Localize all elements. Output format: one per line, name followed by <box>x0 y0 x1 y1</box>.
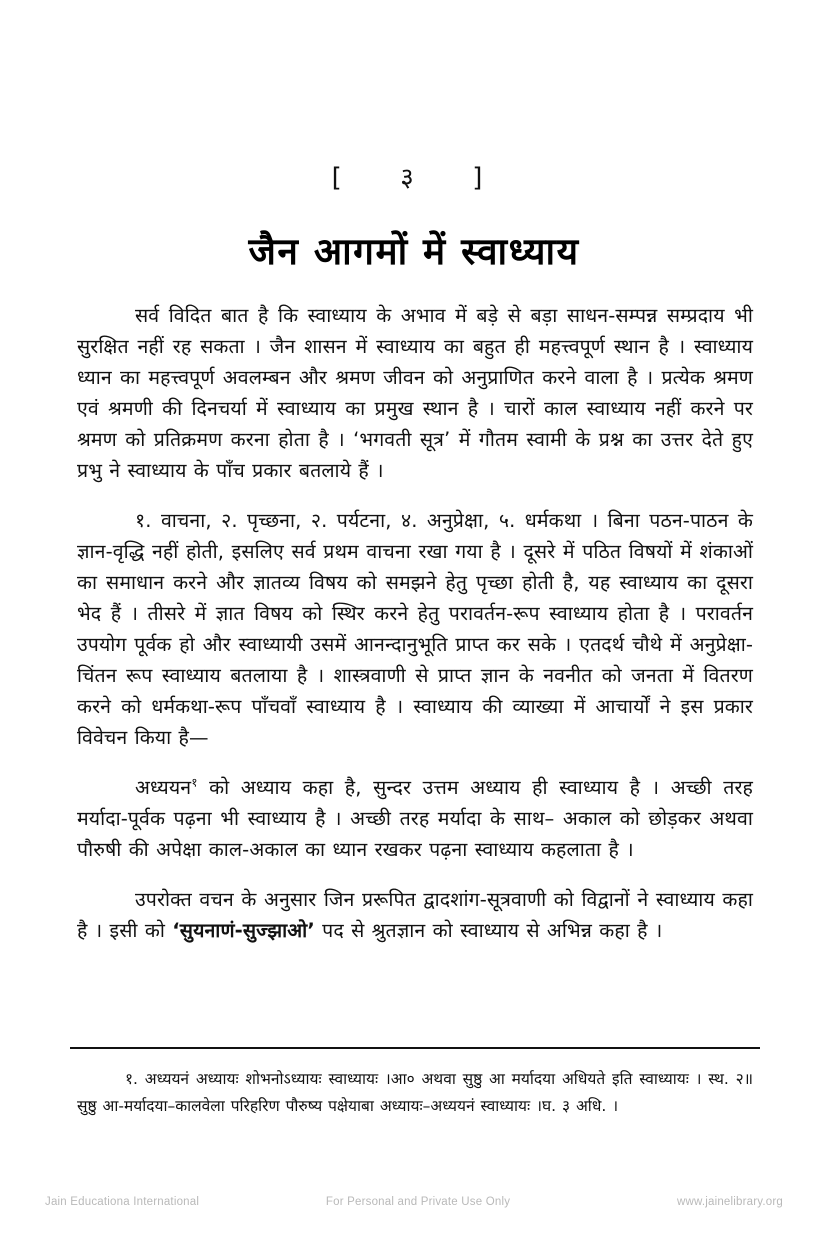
paragraph-3-lead-word: अध्ययन <box>135 776 192 799</box>
footer-usage-notice: For Personal and Private Use Only <box>325 1196 511 1208</box>
page-footer <box>0 1190 828 1214</box>
footer-organization: Jain Educationa International <box>45 1196 200 1208</box>
paragraph-2: १. वाचना, २. पृच्छना, २. पर्यटना, ४. अनुप्रेक्षा, ५. धर्मकथा । बिना पठन-पाठन के ज्ञान-वृद्धि नहीं होती, इसलिए सर्व प्रथम वाचना रखा गया है । दूसरे में पठित विषयों में शंकाओं का समाधान करने और ज्ञातव्य विषय को समझने हेतु पृच्छा होती है, यह स्वाध्याय का दूसरा भेद हैं । तीसरे में ज्ञात विषय को स्थिर करने हेतु परावर्तन-रूप स्वाध्याय होता है । परावर्तन उपयोग पूर्वक हो और स्वाध्यायी उसमें आनन्दानुभूति प्राप्त कर सके । एतदर्थ चौथे में अनुप्रेक्षा-चिंतन रूप स्वाध्याय बतलाया है । शास्त्रवाणी से प्राप्त ज्ञान के नवनीत को जनता में वितरण करने को धर्मकथा-रूप पाँचवाँ स्वाध्याय है । स्वाध्याय की व्याख्या में आचार्यों ने इस प्रकार विवेचन किया है— <box>77 509 753 749</box>
footnote-1: १. अध्ययनं अध्यायः शोभनोऽध्यायः स्वाध्यायः ।आ० अथवा सुष्ठु आ मर्यादया अधियते इति स्वाध्यायः । स्थ. २॥ सुष्ठु आ-मर्यादया–कालवेला परिहरिण पौरुष्य पक्षेयाबा अध्यायः–अध्ययनं स्वाध्यायः ।घ. ३ अधि. । <box>77 1070 753 1115</box>
paragraph-4-before-quote: उपरोक्त वचन के अनुसार जिन प्ररूपित द्वादशांग-सूत्रवाणी को विद्वानों ने स्वाध्याय कहा है । इसी को <box>77 888 753 942</box>
paragraph-3 <box>77 772 753 865</box>
footer-website[interactable]: www.jainelibrary.org <box>676 1196 783 1208</box>
footnotes-block <box>77 1066 753 1120</box>
page-title: जैन आगमों में स्वाध्याय <box>248 229 580 273</box>
paragraph-1: सर्व विदित बात है कि स्वाध्याय के अभाव में बड़े से बड़ा साधन-सम्पन्न सम्प्रदाय भी सुरक्षित नहीं रह सकता । जैन शासन में स्वाध्याय का बहुत ही महत्त्वपूर्ण स्थान है । स्वाध्याय ध्यान का महत्त्वपूर्ण अवलम्बन और श्रमण जीवन को अनुप्राणित करने वाला है । प्रत्येक श्रमण एवं श्रमणी की दिनचर्या में स्वाध्याय का प्रमुख स्थान है । चारों काल स्वाध्याय नहीं करने पर श्रमण को प्रतिक्रमण करना होता है । ‘भगवती सूत्र’ में गौतम स्वामी के प्रश्न का उत्तर देते हुए प्रभु ने स्वाध्याय के पाँच प्रकार बतलाये हैं । <box>77 304 753 482</box>
paragraph-4-quoted-term: ‘सुयनाणं-सुज्झाओ’ <box>172 919 315 942</box>
paragraph-4-after-quote: पद से श्रुतज्ञान को स्वाध्याय से अभिन्न कहा है । <box>314 919 663 942</box>
chapter-number: [ ३ ] <box>331 163 497 193</box>
footnote-separator-rule <box>70 1047 760 1049</box>
body-text-block <box>77 300 753 946</box>
footnote-marker: १ <box>191 775 198 790</box>
paragraph-4 <box>77 884 753 946</box>
paragraph-3-rest: को अध्याय कहा है, सुन्दर उत्तम अध्याय ही स्वाध्याय है । अच्छी तरह मर्यादा-पूर्वक पढ़ना भी स्वाध्याय है । अच्छी तरह मर्यादा के साथ– अकाल को छोड़कर अथवा पौरुषी की अपेक्षा काल-अकाल का ध्यान रखकर पढ़ना स्वाध्याय कहलाता है । <box>77 776 753 861</box>
